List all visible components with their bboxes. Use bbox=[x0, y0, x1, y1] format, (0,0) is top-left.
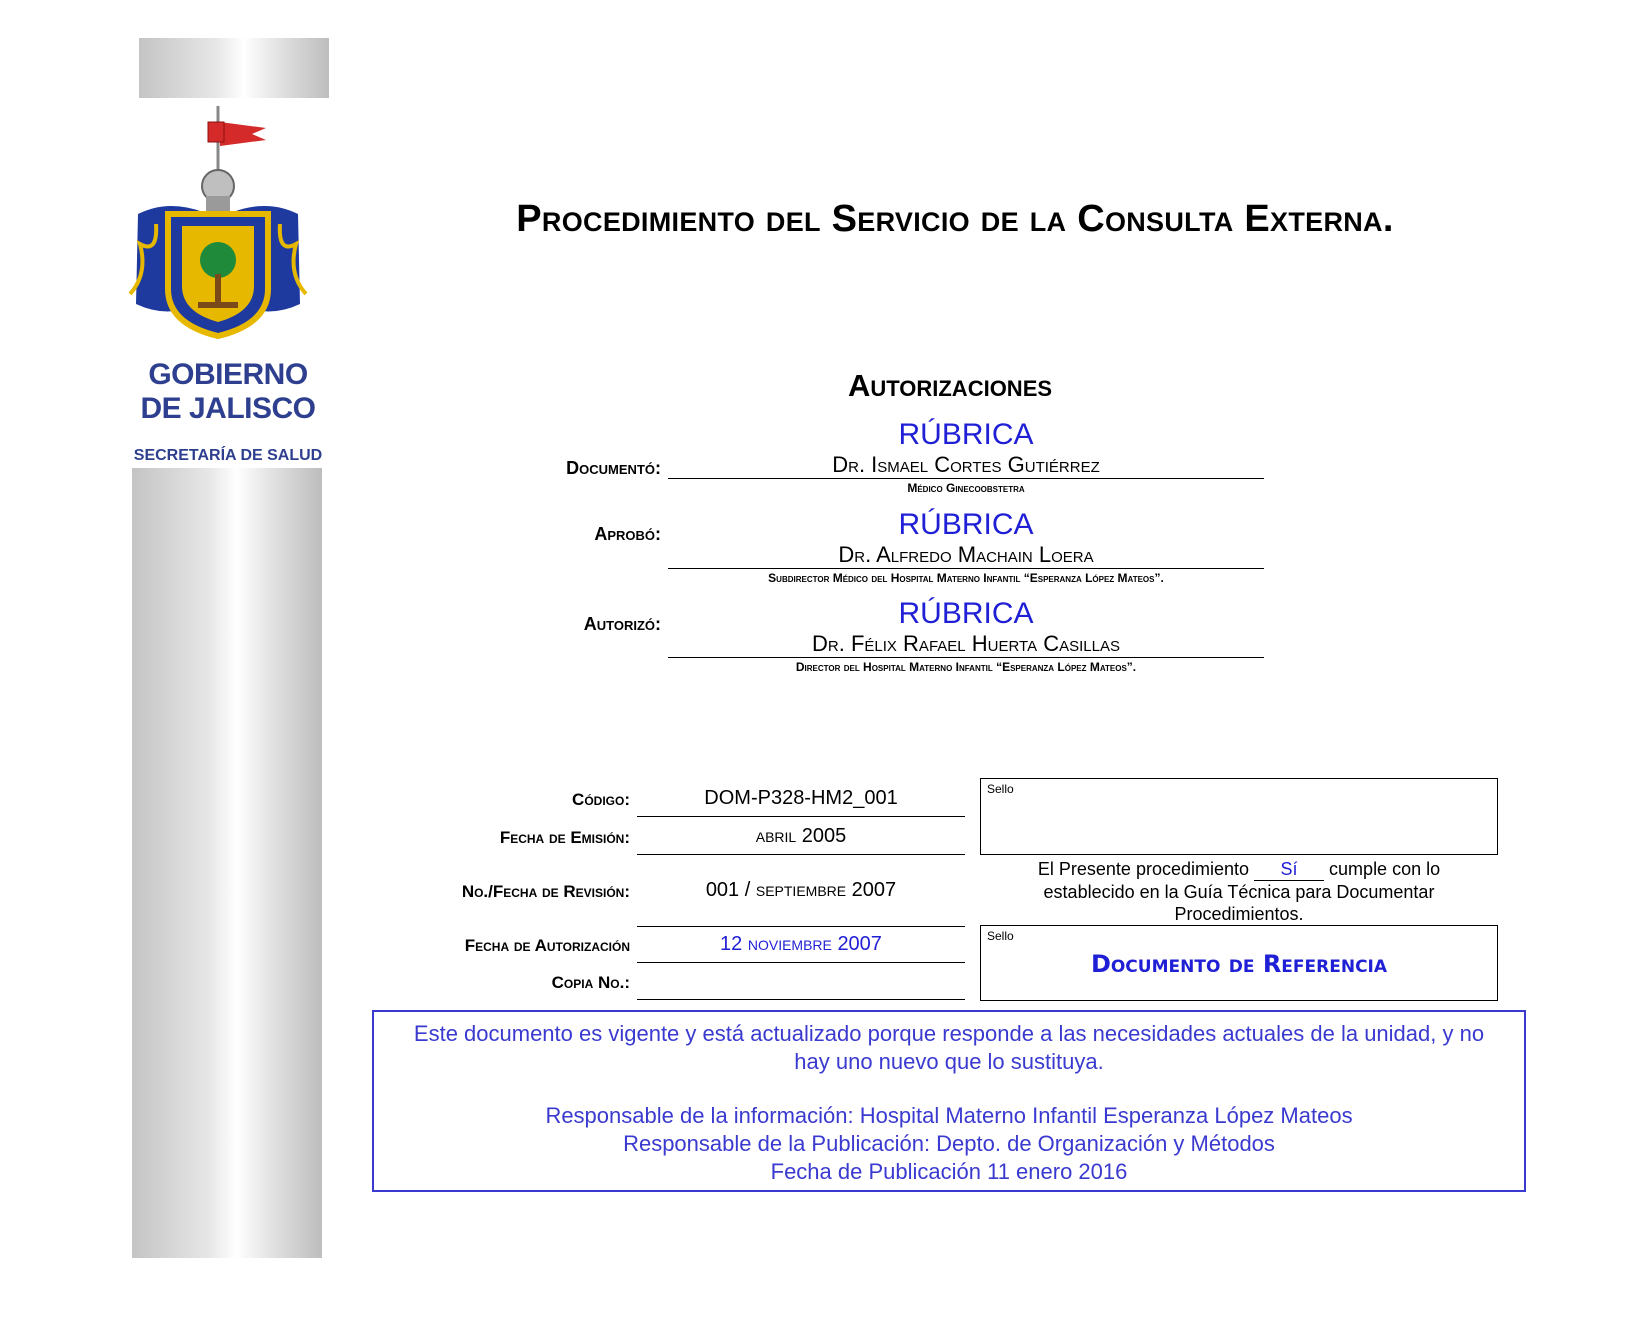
rubrica-text: RÚBRICA bbox=[898, 418, 1034, 451]
codigo-label: Código: bbox=[572, 790, 630, 809]
signature-aprobo bbox=[668, 508, 1264, 587]
codigo-value: DOM-P328-HM2_001 bbox=[637, 787, 965, 817]
gov-name-line2: DE JALISCO bbox=[140, 392, 316, 425]
signer-role: Director del Hospital Materno Infantil “Esperanza López Mateos”. bbox=[795, 660, 1137, 674]
sello-label: Sello bbox=[987, 929, 1014, 943]
revision-label: No./Fecha de Revisión: bbox=[461, 882, 630, 901]
secretaria-label: SECRETARÍA DE SALUD bbox=[133, 447, 323, 464]
fecha-emision-value bbox=[637, 825, 965, 855]
signature-label-autorizo: Autorizó: bbox=[583, 614, 661, 634]
signature-label-documento: Documentó: bbox=[566, 458, 661, 478]
signature-autorizo bbox=[668, 597, 1264, 676]
fecha-autorizacion-label: Fecha de Autorización bbox=[464, 936, 630, 955]
header-gray-bar bbox=[139, 38, 329, 98]
page-title: Procedimiento del Servicio de la Consulta Externa. bbox=[516, 198, 1394, 240]
revision-year: 2007 bbox=[851, 879, 897, 901]
rubrica-text: RÚBRICA bbox=[898, 597, 1034, 630]
notice-line2: hay uno nuevo que lo sustituya. bbox=[794, 1049, 1104, 1074]
notice-resp-info: Responsable de la información: Hospital Materno Infantil Esperanza López Mateos bbox=[545, 1103, 1353, 1128]
authorizations-title: Autorizaciones bbox=[847, 368, 1053, 403]
autorizacion-day: 12 bbox=[720, 933, 743, 955]
notice-fecha-pub: Fecha de Publicación 11 enero 2016 bbox=[770, 1159, 1128, 1184]
signer-name: Dr. Félix Rafael Huerta Casillas bbox=[668, 631, 1264, 658]
fecha-autorizacion-value bbox=[637, 933, 965, 963]
autorizacion-month: noviembre bbox=[747, 933, 832, 955]
cumple-pre: El Presente procedimiento bbox=[1037, 859, 1250, 879]
notice-line1: Este documento es vigente y está actualizado porque responde a las necesidades actuales de la unidad, y no bbox=[413, 1021, 1485, 1046]
signature-documento bbox=[668, 418, 1264, 497]
notice-resp-pub: Responsable de la Publicación: Depto. de Organización y Métodos bbox=[623, 1131, 1275, 1156]
autorizacion-year: 2007 bbox=[837, 933, 882, 955]
sello-label: Sello bbox=[987, 782, 1014, 796]
copia-label: Copia No.: bbox=[551, 973, 630, 992]
cumple-post: cumple con lo bbox=[1329, 859, 1441, 879]
fecha-emision-label: Fecha de Emisión: bbox=[499, 828, 630, 847]
cumple-text bbox=[979, 858, 1499, 925]
signer-role: Médico Ginecoobstetra bbox=[907, 481, 1025, 495]
signer-role: Subdirector Médico del Hospital Materno Infantil “Esperanza López Mateos”. bbox=[768, 571, 1164, 585]
cumple-line3: Procedimientos. bbox=[1174, 904, 1304, 924]
copia-value bbox=[637, 970, 965, 1000]
rubrica-text: RÚBRICA bbox=[898, 508, 1034, 541]
validity-notice bbox=[372, 1010, 1526, 1192]
emision-year: 2005 bbox=[801, 825, 847, 847]
signer-name: Dr. Alfredo Machain Loera bbox=[668, 542, 1264, 569]
jalisco-coat-of-arms-icon bbox=[128, 104, 308, 344]
cumple-line1 bbox=[979, 858, 1499, 881]
cumple-line2: establecido en la Guía Técnica para Documentar bbox=[1043, 882, 1435, 902]
autorizacion-top-line bbox=[637, 926, 965, 927]
revision-value bbox=[637, 879, 965, 902]
documento-referencia: Documento de Referencia bbox=[1090, 950, 1388, 978]
revision-number: 001 / bbox=[705, 879, 751, 901]
sello-box-top bbox=[980, 778, 1498, 855]
sello-box-bottom bbox=[980, 925, 1498, 1001]
cumple-value: Sí bbox=[1254, 858, 1324, 881]
revision-month: septiembre bbox=[755, 879, 847, 901]
emision-month: abril bbox=[755, 825, 797, 847]
gov-name-line1: GOBIERNO bbox=[148, 358, 308, 391]
side-gray-bar bbox=[132, 468, 322, 1258]
signature-label-aprobo: Aprobó: bbox=[594, 524, 661, 544]
signer-name: Dr. Ismael Cortes Gutiérrez bbox=[668, 452, 1264, 479]
